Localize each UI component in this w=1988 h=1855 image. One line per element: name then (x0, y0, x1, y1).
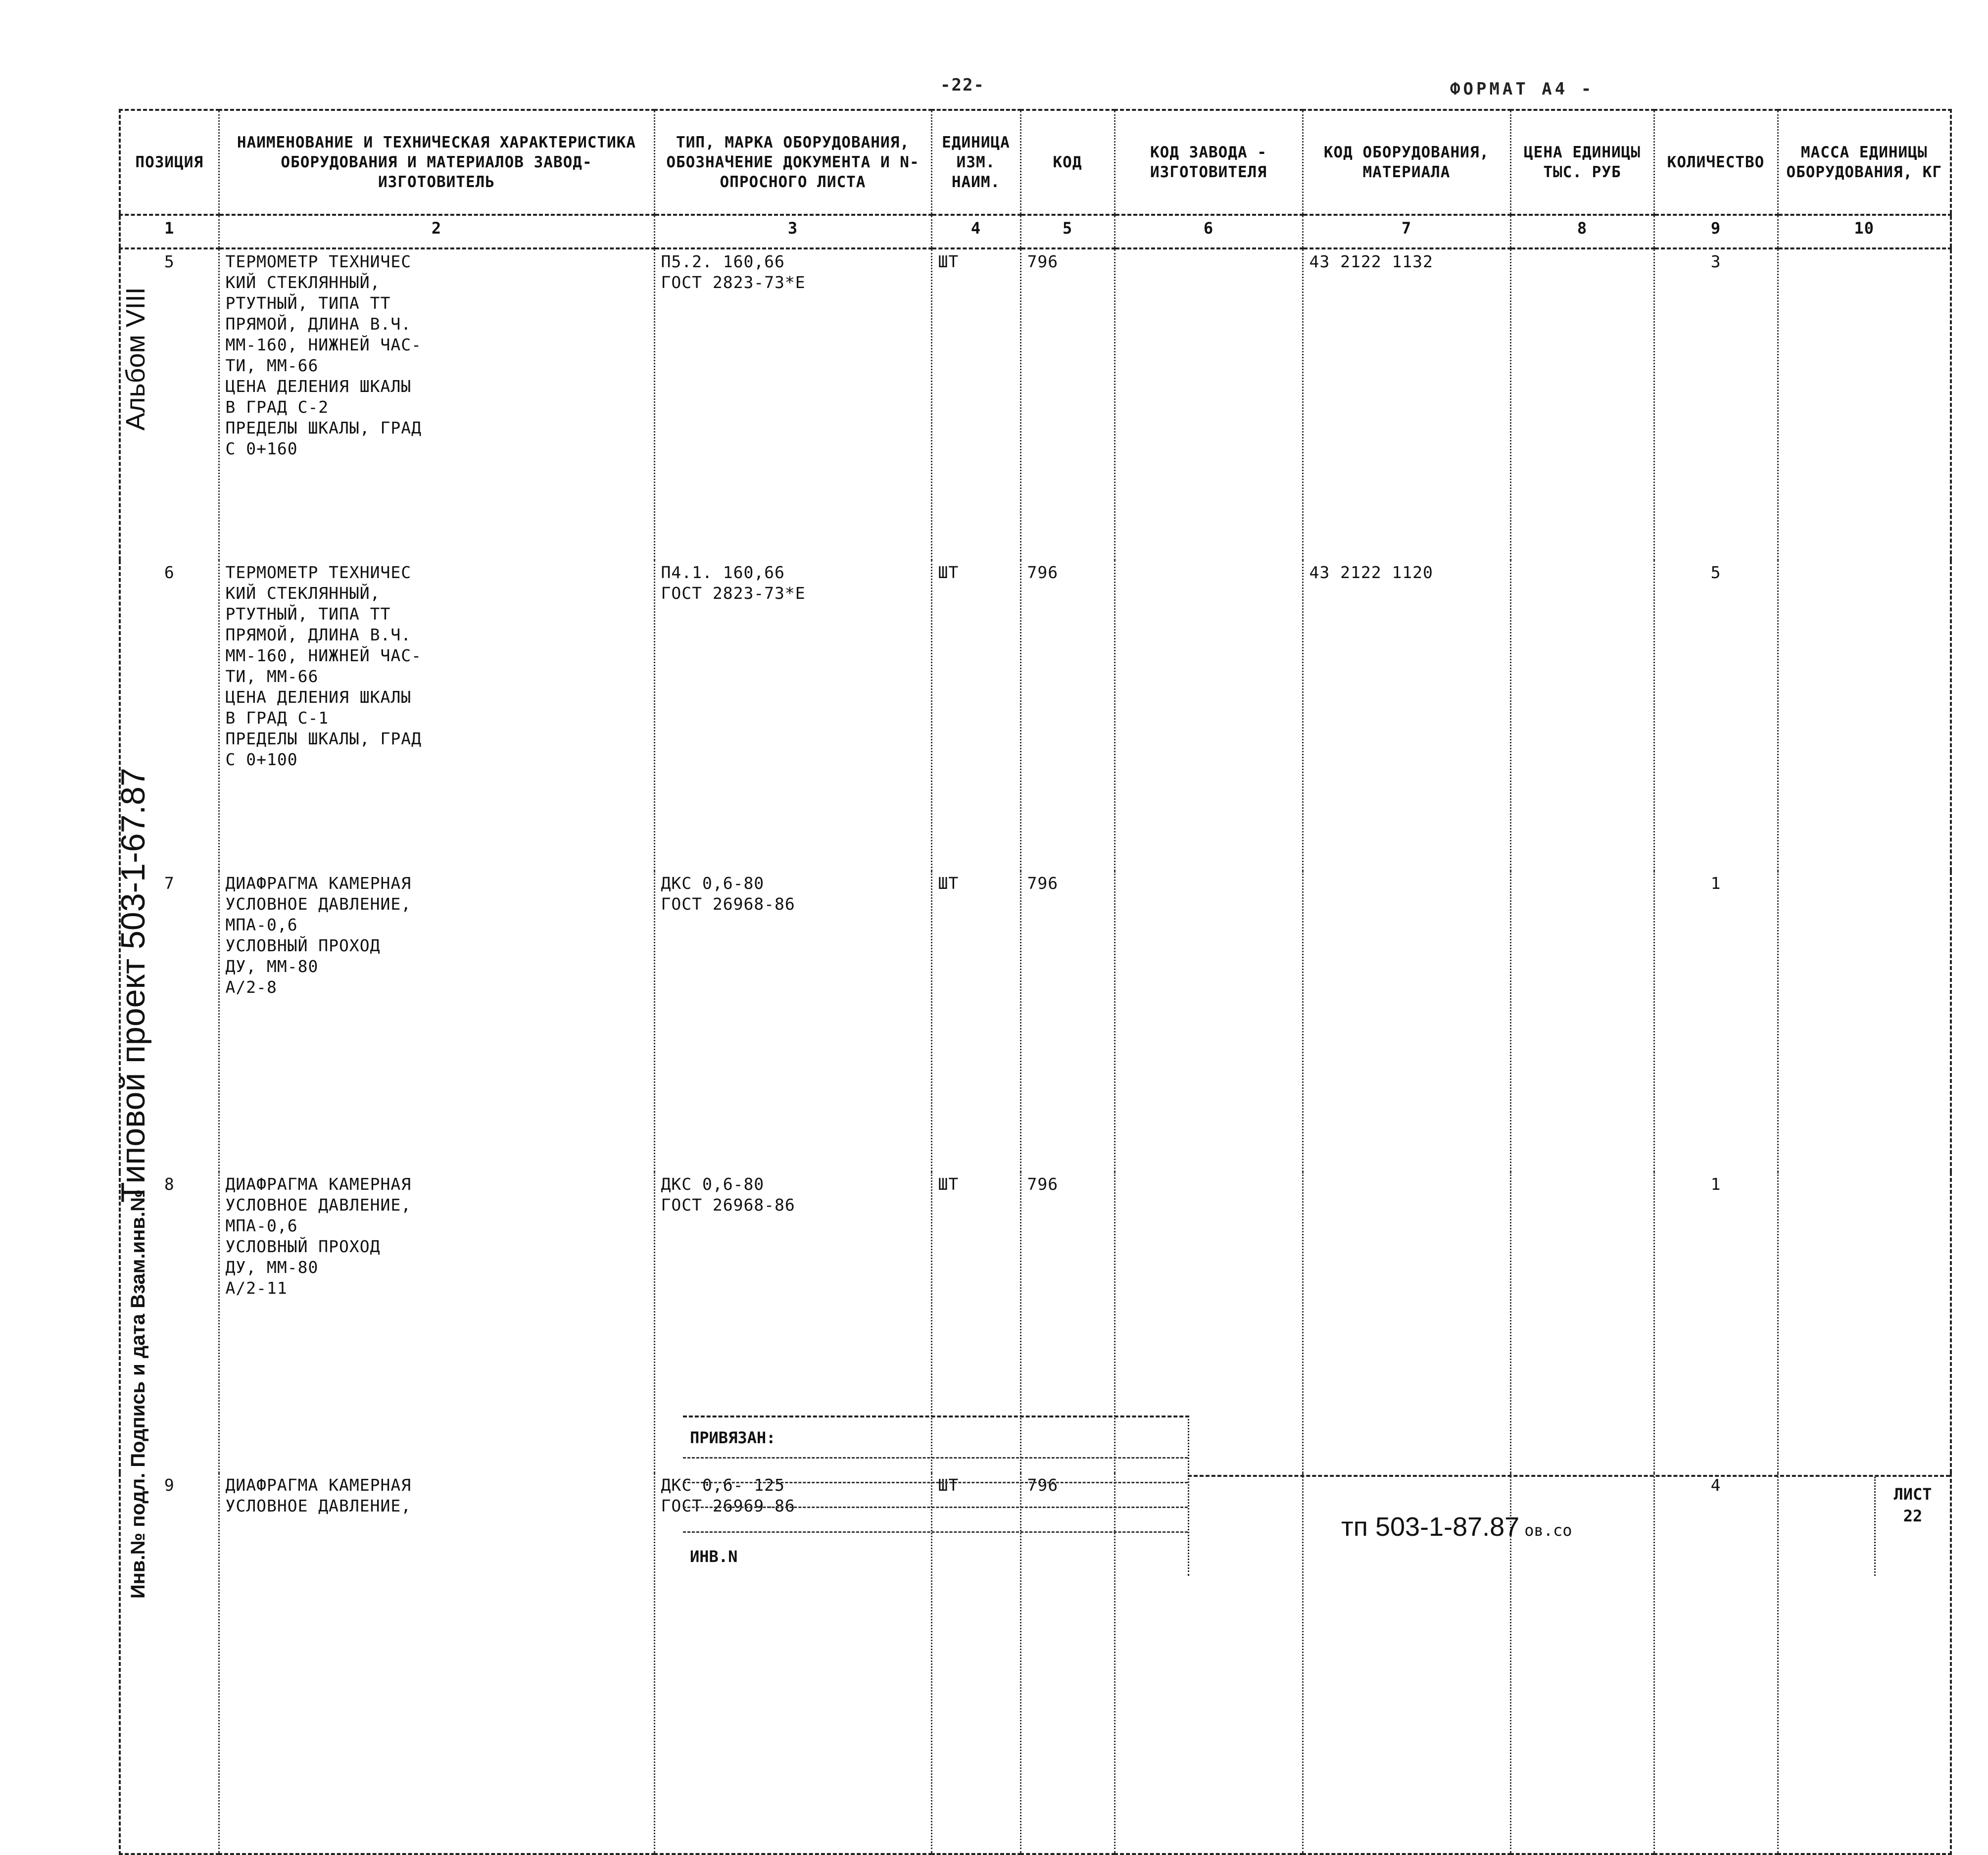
table-row (120, 248, 1951, 560)
unit-code-cell: 796 (1020, 248, 1115, 560)
document-number (1341, 1512, 1572, 1542)
equipment-code-cell: 43 2122 1120 (1303, 560, 1510, 871)
doc-text: ГОСТ 2823-73*Е (661, 273, 806, 292)
divider (683, 1482, 1188, 1483)
column-number: 3 (654, 215, 931, 248)
header-cell: МАССА ЕДИНИЦЫ ОБОРУДОВАНИЯ, КГ (1778, 110, 1951, 215)
type-cell (654, 871, 931, 1172)
header-cell: НАИМЕНОВАНИЕ И ТЕХНИЧЕСКАЯ ХАРАКТЕРИСТИКА ОБОРУДОВАНИЯ И МАТЕРИАЛОВ ЗАВОД-ИЗГОТОВИТЕЛЬ (219, 110, 654, 215)
doc-suffix: ов.со (1524, 1521, 1572, 1540)
price-cell (1510, 560, 1654, 871)
equipment-code-cell: 43 2122 1132 (1303, 248, 1510, 560)
divider (683, 1457, 1188, 1459)
unit-code-cell: 796 (1020, 560, 1115, 871)
title-block (683, 1416, 1950, 1574)
doc-text: ГОСТ 26969-86 (661, 1496, 795, 1515)
position-cell: 7 (120, 871, 219, 1172)
sheet-label: ЛИСТ (1893, 1485, 1932, 1504)
type-text: ДКС 0,6- 125 (661, 1475, 785, 1495)
format-mark: ФОРМАТ А4 - (1450, 79, 1595, 99)
equipment-code-cell (1303, 871, 1510, 1172)
divider (683, 1507, 1188, 1508)
type-cell (654, 248, 931, 560)
type-text: ДКС 0,6-80 (661, 1174, 765, 1194)
price-cell (1510, 248, 1654, 560)
quantity-cell: 3 (1654, 248, 1778, 560)
header-cell: ЦЕНА ЕДИНИЦЫ ТЫС. РУБ (1510, 110, 1654, 215)
header-cell: КОД ЗАВОДА - ИЗГОТОВИТЕЛЯ (1115, 110, 1303, 215)
table-row (120, 871, 1951, 1172)
type-cell (654, 560, 931, 871)
mass-cell (1778, 560, 1951, 871)
doc-number-text: тп 503-1-87.87 (1341, 1512, 1520, 1542)
column-number: 5 (1020, 215, 1115, 248)
position-cell: 5 (120, 248, 219, 560)
quantity-cell: 5 (1654, 560, 1778, 871)
table-header-row (120, 110, 1951, 215)
column-number: 7 (1303, 215, 1510, 248)
unit-cell: ШТ (931, 560, 1020, 871)
column-number: 1 (120, 215, 219, 248)
doc-text: ГОСТ 26968-86 (661, 894, 795, 914)
name-cell: ТЕРМОМЕТР ТЕХНИЧЕС КИЙ СТЕКЛЯННЫЙ, РТУТНЫЙ, ТИПА ТТ ПРЯМОЙ, ДЛИНА В.Ч. ММ-160, НИЖНЕЙ ЧАС- ТИ, ММ-66 ЦЕНА ДЕЛЕНИЯ ШКАЛЫ В ГРАД С-1 ПРЕДЕЛЫ ШКАЛЫ, ГРАД С 0+100 (219, 560, 654, 871)
price-cell (1510, 871, 1654, 1172)
header-cell: ПОЗИЦИЯ (120, 110, 219, 215)
name-cell: ДИАФРАГМА КАМЕРНАЯ УСЛОВНОЕ ДАВЛЕНИЕ, (219, 1473, 654, 1854)
sheet-box (1874, 1477, 1950, 1576)
unit-cell: ШТ (931, 1473, 1020, 1854)
mass-cell (1778, 871, 1951, 1172)
column-number: 4 (931, 215, 1020, 248)
header-cell: КОД ОБОРУДОВАНИЯ, МАТЕРИАЛА (1303, 110, 1510, 215)
unit-code-cell: 796 (1020, 1473, 1115, 1854)
position-cell: 8 (120, 1172, 219, 1473)
type-text: ДКС 0,6-80 (661, 874, 765, 893)
document-number-block (1188, 1475, 1950, 1576)
doc-text: ГОСТ 2823-73*Е (661, 584, 806, 603)
stamp-fields-label: Инв.№ подл. Подпись и дата Взам.инв.№ (127, 1189, 149, 1599)
factory-code-cell (1115, 560, 1303, 871)
unit-code-cell: 796 (1020, 1172, 1115, 1473)
type-text: П4.1. 160,66 (661, 563, 785, 582)
inventory-label: ИНВ.N (690, 1547, 738, 1566)
sheet-number: 22 (1903, 1507, 1923, 1525)
unit-code-cell: 796 (1020, 871, 1115, 1172)
unit-cell: ШТ (931, 1172, 1020, 1473)
position-cell: 6 (120, 560, 219, 871)
doc-text: ГОСТ 26968-86 (661, 1195, 795, 1215)
factory-code-cell (1115, 871, 1303, 1172)
header-cell: ТИП, МАРКА ОБОРУДОВАНИЯ, ОБОЗНАЧЕНИЕ ДОКУМЕНТА И N-ОПРОСНОГО ЛИСТА (654, 110, 931, 215)
unit-cell: ШТ (931, 871, 1020, 1172)
column-number: 6 (1115, 215, 1303, 248)
column-number-row (120, 215, 1951, 248)
name-cell: ДИАФРАГМА КАМЕРНАЯ УСЛОВНОЕ ДАВЛЕНИЕ, МПА-0,6 УСЛОВНЫЙ ПРОХОД ДУ, ММ-80 А/2-8 (219, 871, 654, 1172)
quantity-cell: 1 (1654, 871, 1778, 1172)
factory-code-cell (1115, 248, 1303, 560)
column-number: 8 (1510, 215, 1654, 248)
quantity-cell: 1 (1654, 1172, 1778, 1473)
header-cell: КОД (1020, 110, 1115, 215)
name-cell: ДИАФРАГМА КАМЕРНАЯ УСЛОВНОЕ ДАВЛЕНИЕ, МПА-0,6 УСЛОВНЫЙ ПРОХОД ДУ, ММ-80 А/2-11 (219, 1172, 654, 1473)
column-number: 2 (219, 215, 654, 248)
project-label: Типовой проект 503-1-67.87 (114, 768, 152, 1203)
type-text: П5.2. 160,66 (661, 252, 785, 271)
column-number: 9 (1654, 215, 1778, 248)
album-label: Альбом VIII (121, 287, 150, 431)
page-number-mark: -22- (940, 75, 985, 95)
divider (683, 1531, 1188, 1533)
approval-block (683, 1416, 1189, 1576)
unit-cell: ШТ (931, 248, 1020, 560)
specification-table (119, 109, 1952, 1855)
table-row (120, 560, 1951, 871)
column-number: 10 (1778, 215, 1951, 248)
quantity-cell: 4 (1654, 1473, 1778, 1854)
attached-label: ПРИВЯЗАН: (690, 1428, 776, 1447)
name-cell: ТЕРМОМЕТР ТЕХНИЧЕС КИЙ СТЕКЛЯННЫЙ, РТУТНЫЙ, ТИПА ТТ ПРЯМОЙ, ДЛИНА В.Ч. ММ-160, НИЖНЕЙ ЧАС- ТИ, ММ-66 ЦЕНА ДЕЛЕНИЯ ШКАЛЫ В ГРАД С-2 ПРЕДЕЛЫ ШКАЛЫ, ГРАД С 0+160 (219, 248, 654, 560)
header-cell: ЕДИНИЦА ИЗМ. НАИМ. (931, 110, 1020, 215)
header-cell: КОЛИЧЕСТВО (1654, 110, 1778, 215)
position-cell: 9 (120, 1473, 219, 1854)
mass-cell (1778, 248, 1951, 560)
